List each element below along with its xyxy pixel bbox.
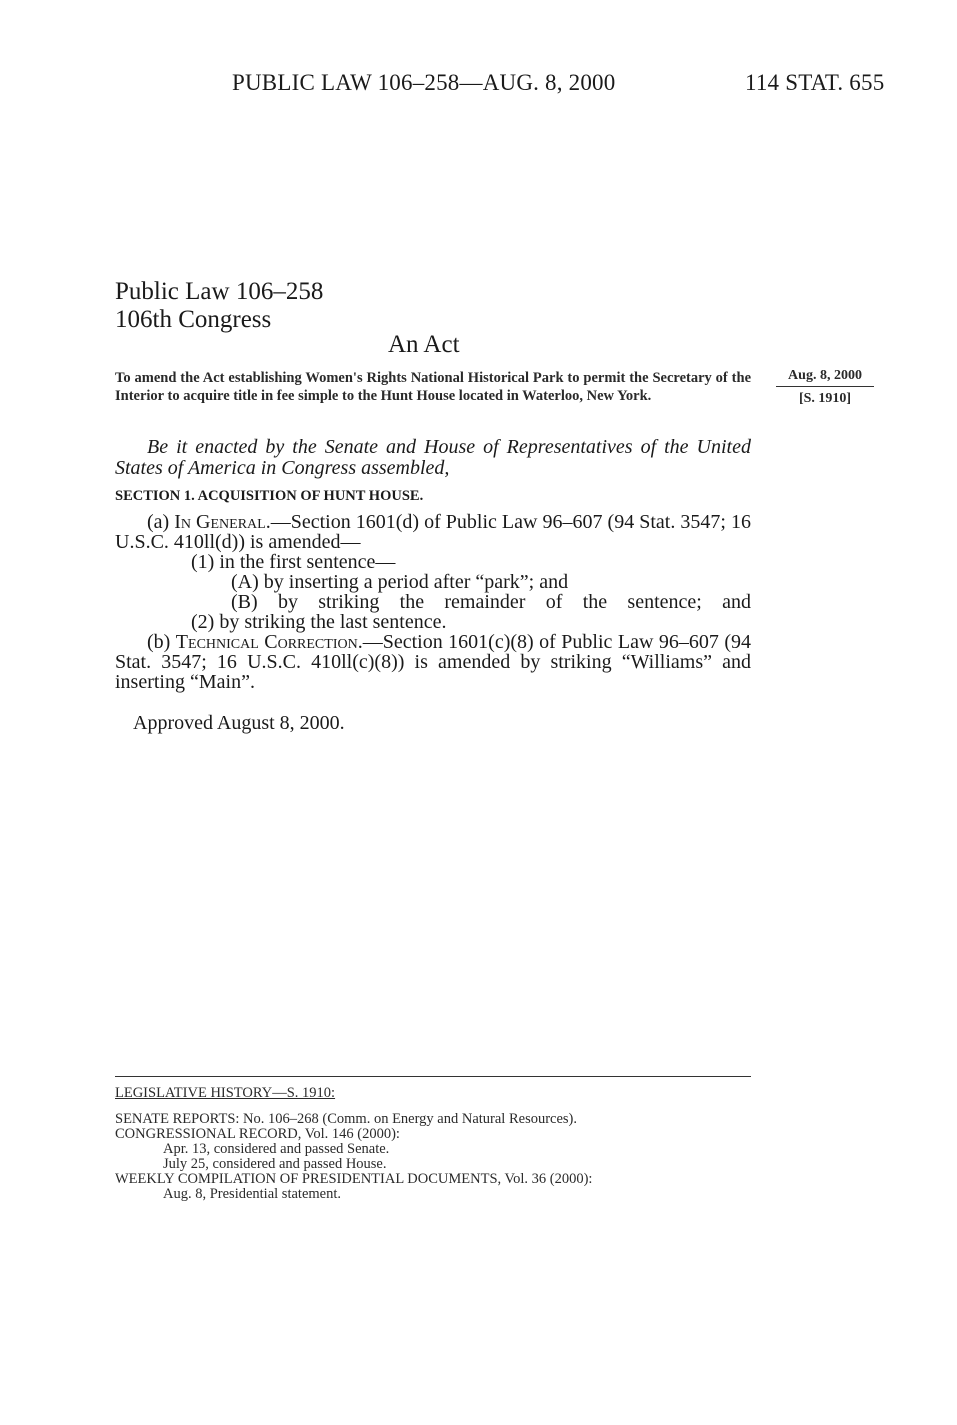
subsection-b-label: (b) bbox=[147, 631, 176, 653]
section-heading: SECTION 1. ACQUISITION OF HUNT HOUSE. bbox=[115, 488, 424, 504]
subsection-a bbox=[115, 512, 751, 552]
enacting-clause: Be it enacted by the Senate and House of Representatives of the United States of America in Congress assembled, bbox=[115, 436, 751, 479]
senate-reports: SENATE REPORTS: No. 106–268 (Comm. on Energy and Natural Resources). bbox=[115, 1111, 578, 1127]
subsection-b-heading: Technical Correction. bbox=[175, 631, 363, 653]
cr-house-passage: July 25, considered and passed House. bbox=[163, 1156, 387, 1172]
subsection-a-label: (a) bbox=[147, 511, 175, 533]
presidential-statement: Aug. 8, Presidential statement. bbox=[163, 1186, 341, 1202]
subsection-b-text: —Section 1601(c)(8) of Public Law 96–607 (94 Stat. 3547; 16 U.S.C. 410ll(c)(8)) is amended by striking “Williams” and inserting “Main”. bbox=[115, 631, 751, 693]
footnote-divider bbox=[115, 1076, 751, 1077]
approval-line: Approved August 8, 2000. bbox=[133, 712, 345, 734]
running-header-page: 114 STAT. 655 bbox=[745, 70, 885, 95]
subsection-b bbox=[115, 632, 751, 692]
subsection-a-heading: In General. bbox=[174, 511, 271, 533]
public-law-number: Public Law 106–258 bbox=[115, 278, 324, 305]
paragraph-1: (1) in the first sentence— bbox=[191, 551, 396, 573]
congressional-record: CONGRESSIONAL RECORD, Vol. 146 (2000): bbox=[115, 1126, 400, 1142]
act-heading: An Act bbox=[388, 331, 460, 358]
legislative-history-title: LEGISLATIVE HISTORY—S. 1910: bbox=[115, 1085, 336, 1101]
purpose-clause: To amend the Act establishing Women's Rights National Historical Park to permit the Secretary of the Interior to acquire title in fee simple to the Hunt House located in Waterloo, New York. bbox=[115, 370, 751, 404]
subparagraph-b: (B) by striking the remainder of the sentence; and bbox=[231, 591, 751, 613]
paragraph-2: (2) by striking the last sentence. bbox=[191, 611, 447, 633]
weekly-compilation: WEEKLY COMPILATION OF PRESIDENTIAL DOCUMENTS, Vol. 36 (2000): bbox=[115, 1171, 593, 1187]
subparagraph-a: (A) by inserting a period after “park”; and bbox=[231, 571, 569, 593]
law-title-block bbox=[115, 278, 323, 334]
running-header-left: PUBLIC LAW 106–258—AUG. 8, 2000 bbox=[232, 70, 616, 95]
margin-date: Aug. 8, 2000 bbox=[776, 368, 874, 387]
cr-senate-passage: Apr. 13, considered and passed Senate. bbox=[163, 1141, 390, 1157]
congress-number: 106th Congress bbox=[115, 306, 272, 333]
subsection-a-text: —Section 1601(d) of Public Law 96–607 (94 Stat. 3547; 16 U.S.C. 410ll(d)) is amended— bbox=[115, 511, 751, 553]
margin-bill-number: [S. 1910] bbox=[798, 391, 852, 406]
